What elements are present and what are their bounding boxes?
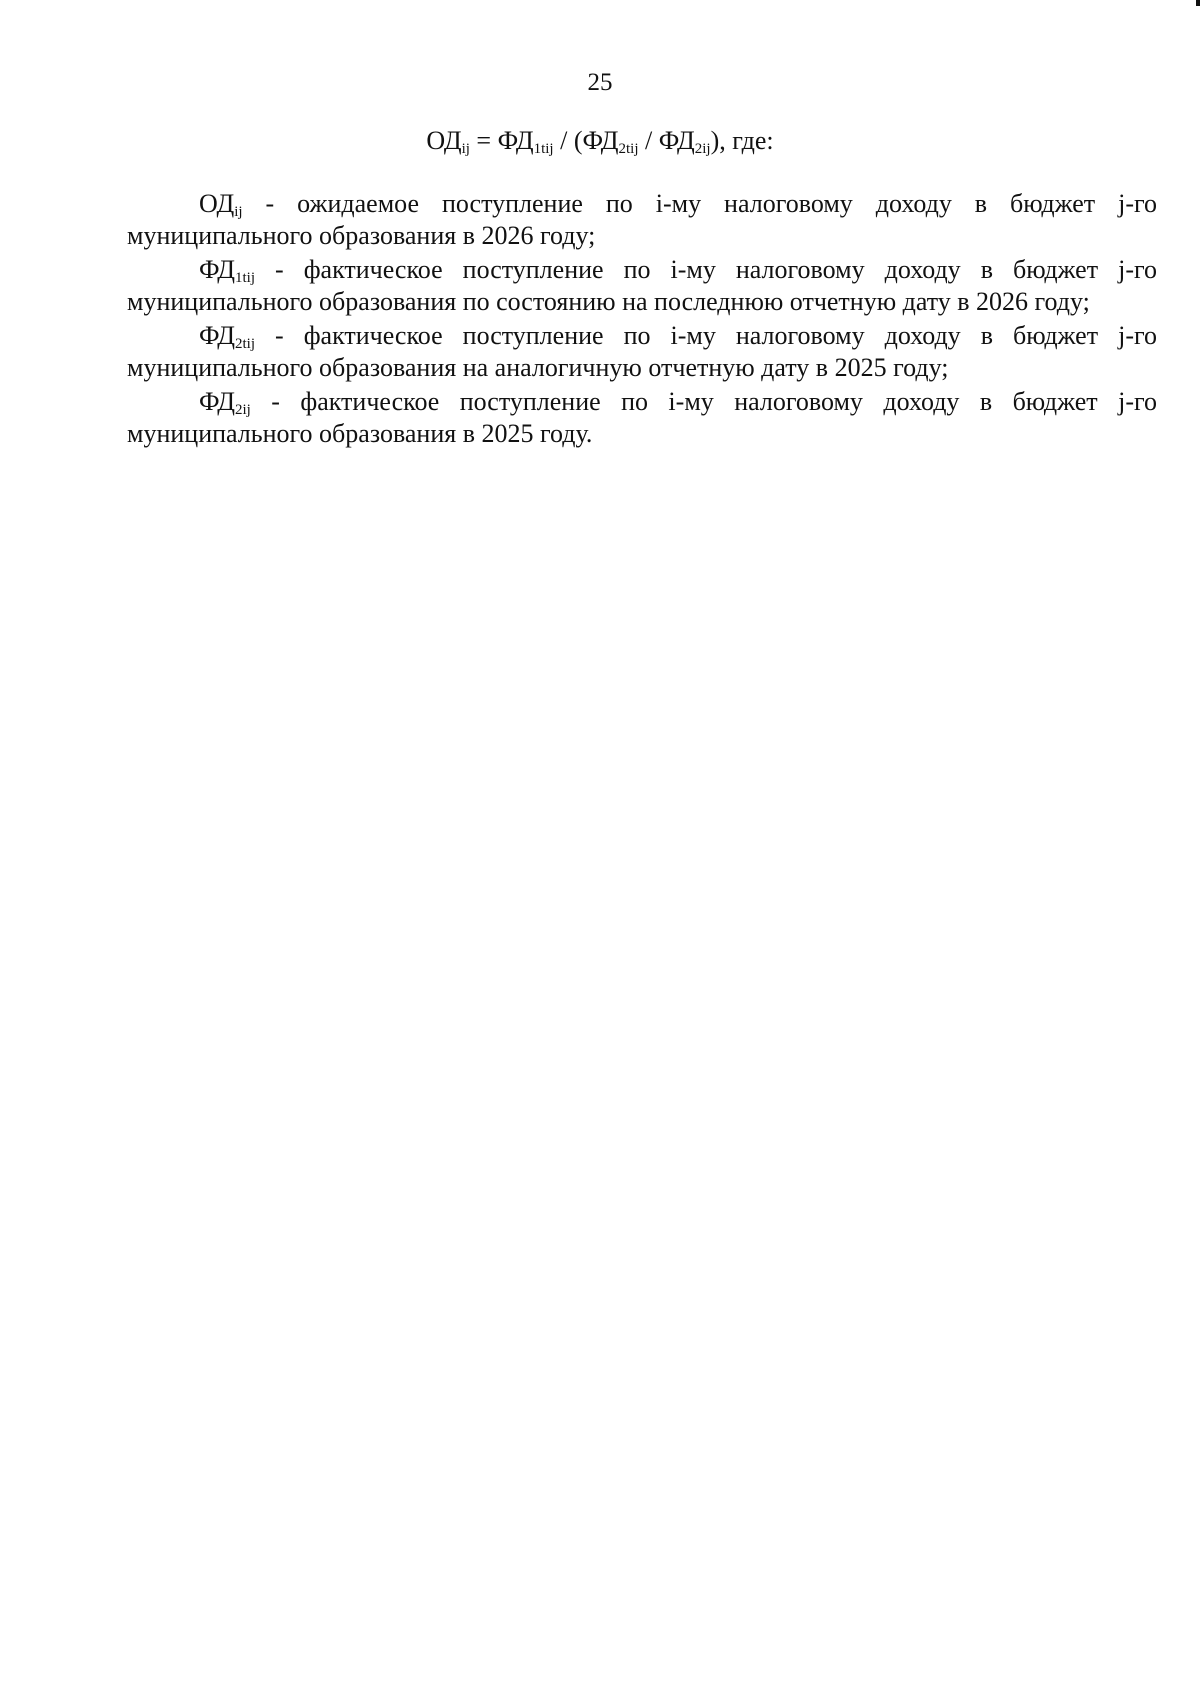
formula-term2-subscript: 2tij xyxy=(618,141,639,157)
definition-symbol: ФД xyxy=(199,321,235,350)
definition-fd-2tij xyxy=(127,320,1157,384)
definition-fd-2ij xyxy=(127,386,1157,450)
formula xyxy=(0,125,1200,157)
definition-od-ij xyxy=(127,188,1157,252)
formula-equals: = xyxy=(469,126,498,155)
formula-term1-symbol: ФД xyxy=(497,126,534,155)
formula-lhs-subscript: ij xyxy=(461,141,470,157)
definition-symbol: ФД xyxy=(199,387,235,416)
formula-tail: ), где: xyxy=(710,126,774,155)
definition-symbol: ОД xyxy=(199,189,235,218)
definition-text: - фактическое поступление по i-му налоговому доходу в бюджет j-го муниципального образования на аналогичную отчетную дату в 2025 году; xyxy=(127,321,1157,382)
definition-subscript: 1tij xyxy=(235,270,256,286)
formula-operator-1: / ( xyxy=(553,126,583,155)
definition-subscript: ij xyxy=(234,204,243,220)
formula-term3-subscript: 2ij xyxy=(694,141,711,157)
formula-operator-2: / xyxy=(638,126,659,155)
definition-text: - ожидаемое поступление по i-му налоговому доходу в бюджет j-го муниципального образования в 2026 году; xyxy=(127,189,1157,250)
formula-term2-symbol: ФД xyxy=(582,126,619,155)
definition-subscript: 2ij xyxy=(235,402,251,418)
definition-fd-1tij xyxy=(127,254,1157,318)
formula-term3-symbol: ФД xyxy=(658,126,695,155)
scan-corner-mark xyxy=(1196,0,1200,6)
definition-text: - фактическое поступление по i-му налоговому доходу в бюджет j-го муниципального образования по состоянию на последнюю отчетную дату в 2026 году; xyxy=(127,255,1157,316)
definitions-list xyxy=(127,188,1157,452)
page-number: 25 xyxy=(587,69,613,96)
formula-lhs-symbol: ОД xyxy=(426,126,462,155)
definition-subscript: 2tij xyxy=(235,336,256,352)
definition-text: - фактическое поступление по i-му налоговому доходу в бюджет j-го муниципального образования в 2025 году. xyxy=(127,387,1157,448)
definition-symbol: ФД xyxy=(199,255,235,284)
formula-term1-subscript: 1tij xyxy=(533,141,554,157)
